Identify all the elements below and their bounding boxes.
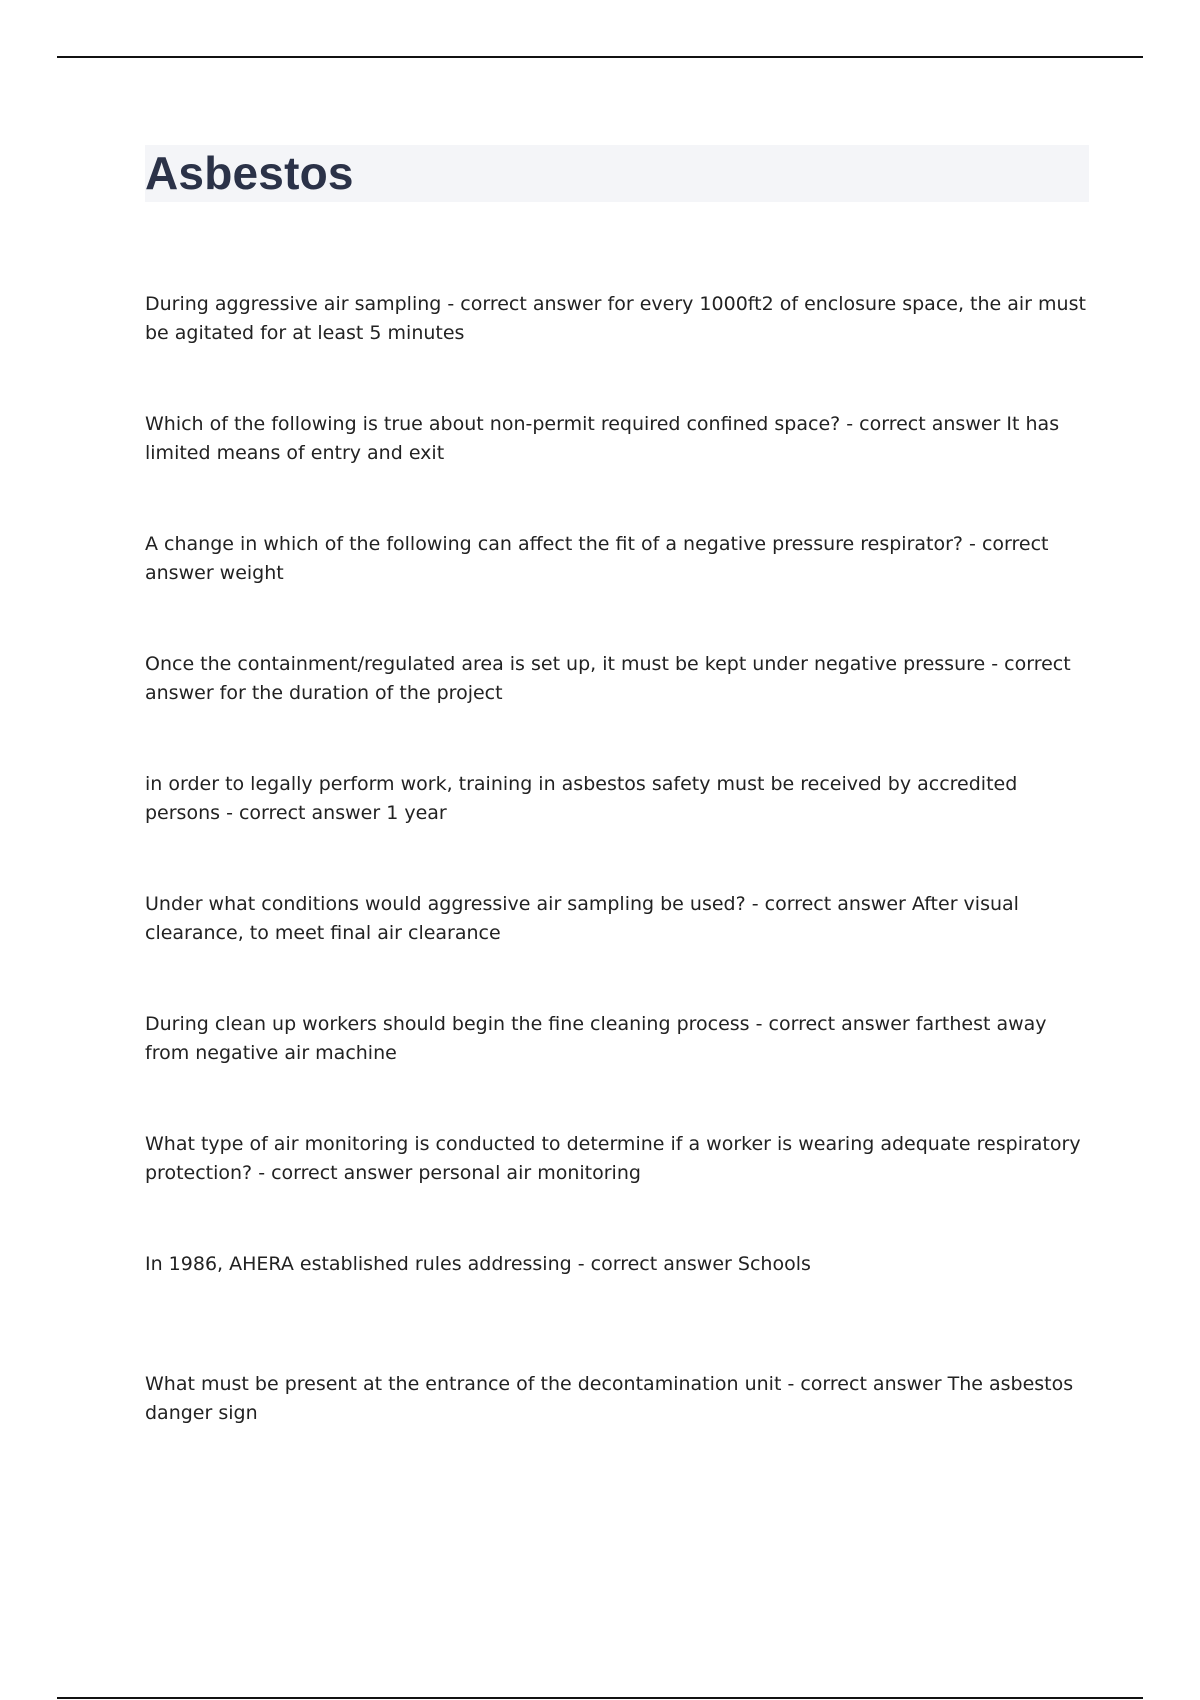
answer-label: correct answer: [271, 1162, 413, 1184]
answer-text: After visual clearance, to meet final air clearance: [145, 893, 1019, 944]
answer-text: It has limited means of entry and exit: [145, 413, 1060, 464]
title-banner: [145, 145, 1089, 202]
qa-item: [145, 1370, 1095, 1490]
answer-text: weight: [219, 562, 284, 584]
separator: -: [749, 1013, 769, 1035]
answer-label: correct answer: [859, 413, 1001, 435]
separator: -: [985, 653, 1005, 675]
qa-item: [145, 410, 1095, 530]
answer-text: for the duration of the project: [219, 682, 503, 704]
answer-label: correct answer: [590, 1253, 732, 1275]
answer-text: Schools: [737, 1253, 811, 1275]
qa-item: [145, 1250, 1095, 1370]
answer-label: correct answer: [768, 1013, 910, 1035]
question-text: During aggressive air sampling: [145, 293, 442, 315]
question-text: In 1986, AHERA established rules addressing: [145, 1253, 572, 1275]
answer-text: personal air monitoring: [418, 1162, 641, 1184]
question-text: Which of the following is true about non-permit required confined space?: [145, 413, 841, 435]
question-text: A change in which of the following can affect the fit of a negative pressure respirator?: [145, 533, 964, 555]
answer-text: The asbestos danger sign: [145, 1373, 1074, 1424]
qa-item: [145, 290, 1095, 410]
separator: -: [745, 893, 765, 915]
question-text: During clean up workers should begin the fine cleaning process: [145, 1013, 750, 1035]
answer-text: farthest away from negative air machine: [145, 1013, 1047, 1064]
answer-label: correct answer: [800, 1373, 942, 1395]
separator: -: [441, 293, 461, 315]
question-text: Under what conditions would aggressive air sampling be used?: [145, 893, 746, 915]
page-title: Asbestos: [145, 147, 354, 199]
qa-item: [145, 770, 1095, 890]
answer-text: for every 1000ft2 of enclosure space, the air must be agitated for at least 5 minutes: [145, 293, 1086, 344]
answer-label: correct answer: [764, 893, 906, 915]
separator: -: [781, 1373, 801, 1395]
question-text: What must be present at the entrance of the decontamination unit: [145, 1373, 782, 1395]
separator: -: [963, 533, 982, 555]
answer-label: correct answer: [460, 293, 602, 315]
qa-list: [145, 290, 1095, 1490]
question-text: Once the containment/regulated area is set up, it must be kept under negative pressure: [145, 653, 986, 675]
answer-text: 1 year: [386, 802, 447, 824]
separator: -: [252, 1162, 272, 1184]
answer-label: correct answer: [238, 802, 381, 824]
separator: -: [220, 802, 239, 824]
top-divider: [57, 56, 1143, 58]
answer-label: correct answer: [145, 533, 1049, 584]
question-text: in order to legally perform work, training in asbestos safety must be received by accredited persons: [145, 773, 1018, 824]
qa-item: [145, 1010, 1095, 1130]
qa-item: [145, 530, 1095, 650]
question-text: What type of air monitoring is conducted to determine if a worker is wearing adequate respiratory protection?: [145, 1133, 1081, 1184]
separator: -: [840, 413, 860, 435]
separator: -: [571, 1253, 591, 1275]
answer-label: correct answer: [145, 653, 1071, 704]
bottom-divider: [57, 1697, 1143, 1699]
qa-item: [145, 890, 1095, 1010]
qa-item: [145, 1130, 1095, 1250]
qa-item: [145, 650, 1095, 770]
